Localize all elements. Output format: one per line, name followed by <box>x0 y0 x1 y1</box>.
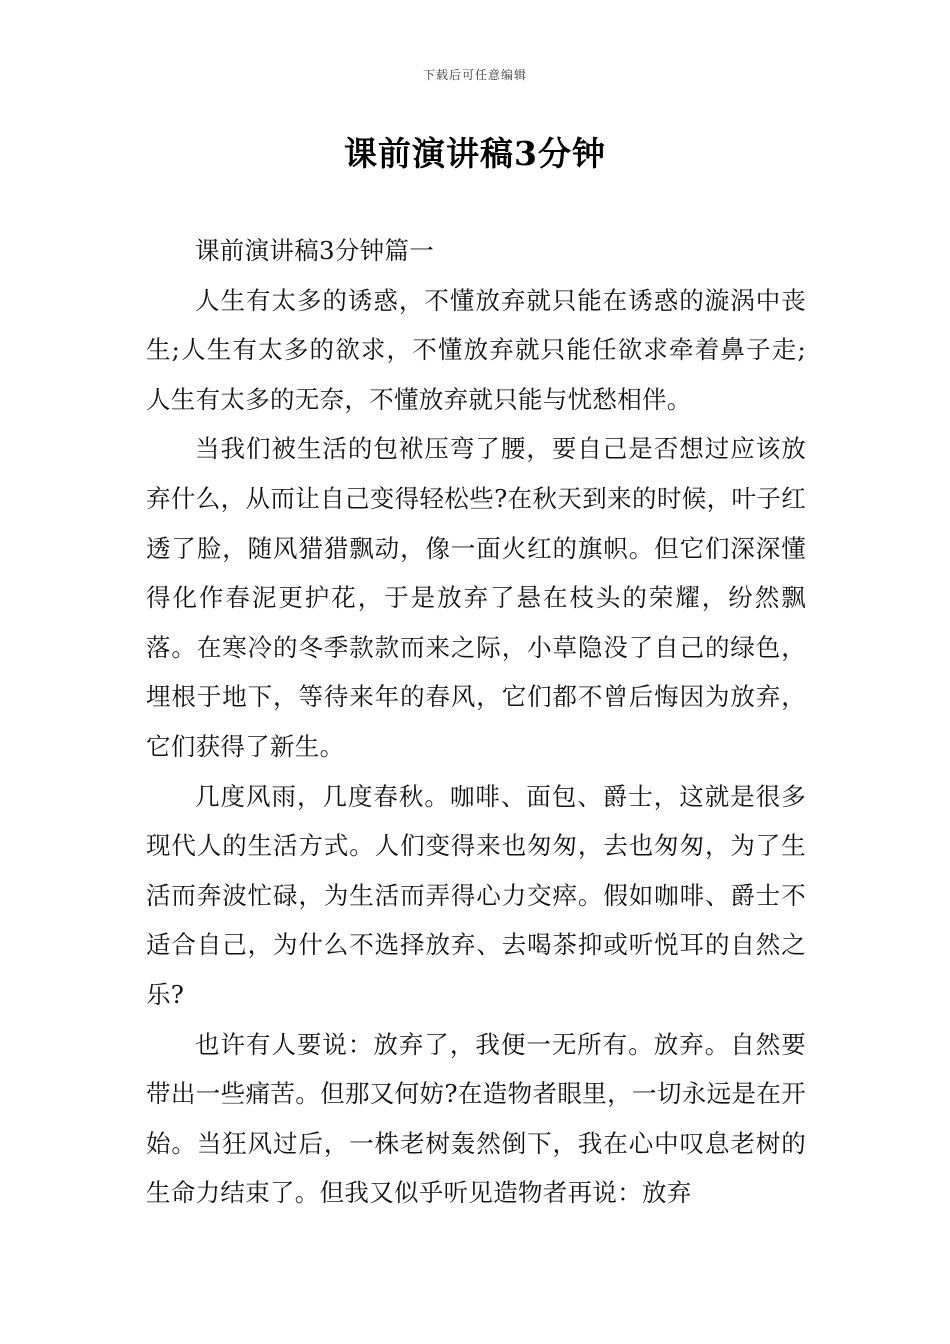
paragraph-2: 当我们被生活的包袱压弯了腰，要自己是否想过应该放弃什么，从而让自己变得轻松些?在秋天到来的时候，叶子红透了脸，随风猎猎飘动，像一面火红的旗帜。但它们深深懂得化作春泥更护花，于是放弃了悬在枝头的荣耀，纷然飘落。在寒冷的冬季款款而来之际，小草隐没了自己的绿色，埋根于地下，等待来年的春风，它们都不曾后悔因为放弃，它们获得了新生。 <box>146 434 806 761</box>
paragraph-3: 几度风雨，几度春秋。咖啡、面包、爵士，这就是很多现代人的生活方式。人们变得来也匆匆，去也匆匆，为了生活而奔波忙碌，为生活而弄得心力交瘁。假如咖啡、爵士不适合自己，为什么不选择放弃、去喝茶抑或听悦耳的自然之乐? <box>146 781 806 1009</box>
paragraph-1: 人生有太多的诱惑，不懂放弃就只能在诱惑的漩涡中丧生;人生有太多的欲求，不懂放弃就只能任欲求牵着鼻子走;人生有太多的无奈，不懂放弃就只能与忧愁相伴。 <box>146 285 806 414</box>
section-heading: 课前演讲稿3分钟篇一 <box>195 236 435 265</box>
header-note: 下载后可任意编辑 <box>422 68 527 82</box>
document-body <box>146 226 806 1218</box>
document-title: 课前演讲稿3分钟 <box>344 134 606 173</box>
paragraph-4: 也许有人要说：放弃了，我便一无所有。放弃。自然要带出一些痛苦。但那又何妨?在造物者眼里，一切永远是在开始。当狂风过后，一株老树轰然倒下，我在心中叹息老树的生命力结束了。但我又似乎听见造物者再说：放弃 <box>146 1029 806 1208</box>
